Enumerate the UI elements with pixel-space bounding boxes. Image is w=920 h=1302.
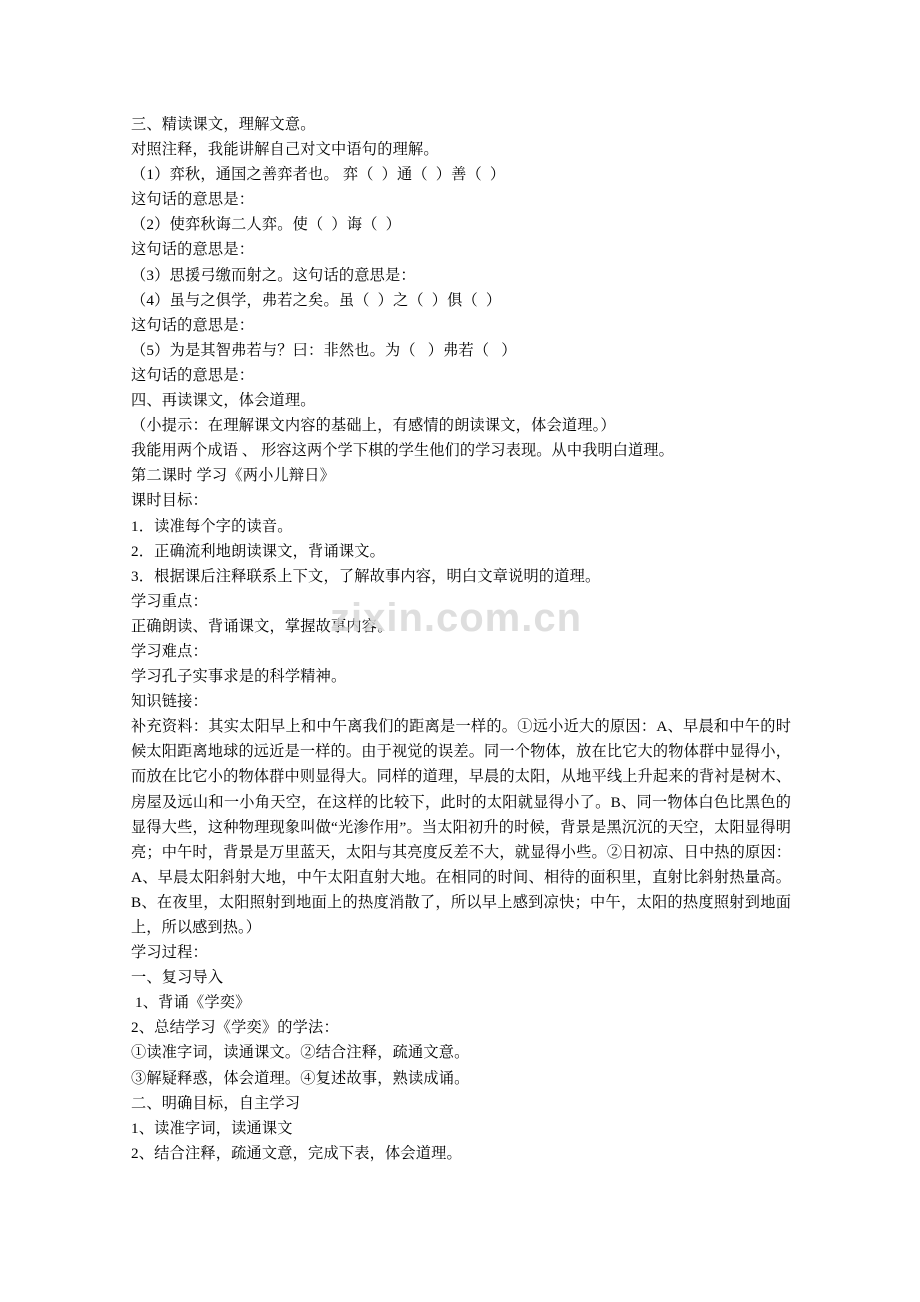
text-line-objectives-heading: 课时目标： [131, 492, 208, 510]
text-line-2: 对照注释，我能讲解自己对文中语句的理解。 [131, 141, 439, 159]
text-line-3: （1）弈秋，通国之善弈者也。 弈（ ）通（ ）善（ ） [131, 166, 506, 184]
text-line-links-heading: 知识链接： [131, 693, 208, 711]
text-line-5: （2）使弈秋诲二人弈。使（ ）诲（ ） [131, 216, 401, 234]
text-line-method-2: ③解疑释惑，体会道理。④复述故事，熟读成诵。 [131, 1069, 470, 1087]
text-line-process-heading: 学习过程： [131, 944, 208, 962]
text-line-review-1: 1、背诵《学奕》 [131, 994, 251, 1012]
text-line-13: （小提示：在理解课文内容的基础上，有感情的朗读课文，体会道理。） [131, 417, 616, 435]
text-line-key-points-heading: 学习重点： [131, 592, 208, 610]
text-line-11: 这句话的意思是： [131, 366, 255, 384]
text-line-1: 三、精读课文，理解文意。 [131, 116, 316, 133]
text-line-method-1: ①读准字词，读通课文。②结合注释，疏通文意。 [131, 1044, 470, 1062]
text-line-12: 四、再读课文，体会道理。 [131, 392, 316, 410]
text-line-4: 这句话的意思是： [131, 191, 255, 209]
text-line-10: （5）为是其智弗若与？曰：非然也。为（ ）弗若（ ） [131, 341, 517, 359]
text-line-difficulty-heading: 学习难点： [131, 642, 208, 660]
text-line-section2-item2: 2、结合注释，疏通文意，完成下表，体会道理。 [131, 1144, 462, 1162]
text-line-7: （3）思援弓缴而射之。这句话的意思是： [131, 266, 416, 284]
text-line-difficulty-body: 学习孔子实事求是的科学精神。 [131, 668, 347, 686]
text-line-6: 这句话的意思是： [131, 241, 255, 259]
text-line-lesson2-title: 第二课时 学习《两小儿辩日》 [131, 467, 336, 485]
text-line-objective-2: 2．正确流利地朗读课文，背诵课文。 [131, 542, 385, 560]
text-line-section2-item1: 1、读准字词，读通课文 [131, 1119, 293, 1137]
text-line-section2-heading: 二、明确目标，自主学习 [131, 1094, 301, 1112]
text-line-9: 这句话的意思是： [131, 316, 255, 334]
text-line-key-points-body: 正确朗读、背诵课文，掌握故事内容。 [131, 617, 393, 635]
watermark-text: zixin.com.cn [329, 596, 583, 640]
text-paragraph-supplement: 补充资料：其实太阳早上和中午离我们的距离是一样的。①远小近大的原因：A、早晨和中午的时候太阳距离地球的远近是一样的。由于视觉的误差。同一个物体，放在比它大的物体群中显得小，而放在比它小的物体群中则显得大。同样的道理，早晨的太阳，从地平线上升起来的背衬是树木、房屋及远山和一小角天空，在这样的比较下，此时的太阳就显得小了。B、同一物体白色比黑色的显得大些，这种物理现象叫做“光渗作用”。当太阳初升的时候，背景是黑沉沉的天空，太阳显得明亮；中午时，背景是万里蓝天，太阳与其亮度反差不大，就显得小些。②日初凉、日中热的原因：A、早晨太阳斜射大地，中午太阳直射大地。在相同的时间、相待的面积里，直射比斜射热量高。B、在夜里，太阳照射到地面上的热度消散了，所以早上感到凉快；中午，太阳的热度照射到地面上，所以感到热。） [131, 718, 791, 936]
text-line-review-2: 2、总结学习《学奕》的学法： [131, 1019, 339, 1037]
document-body [131, 112, 791, 1166]
text-line-objective-3: 3．根据课后注释联系上下文，了解故事内容，明白文章说明的道理。 [131, 567, 601, 585]
text-line-8: （4）虽与之俱学，弗若之矣。虽（ ）之（ ）俱（ ） [131, 291, 502, 309]
text-line-review-heading: 一、复习导入 [131, 969, 224, 987]
text-line-objective-1: 1．读准每个字的读音。 [131, 517, 293, 535]
text-paragraph-idioms: 我能用两个成语 、 形容这两个学下棋的学生他们的学习表现。从中我明白道理。 [131, 442, 674, 460]
